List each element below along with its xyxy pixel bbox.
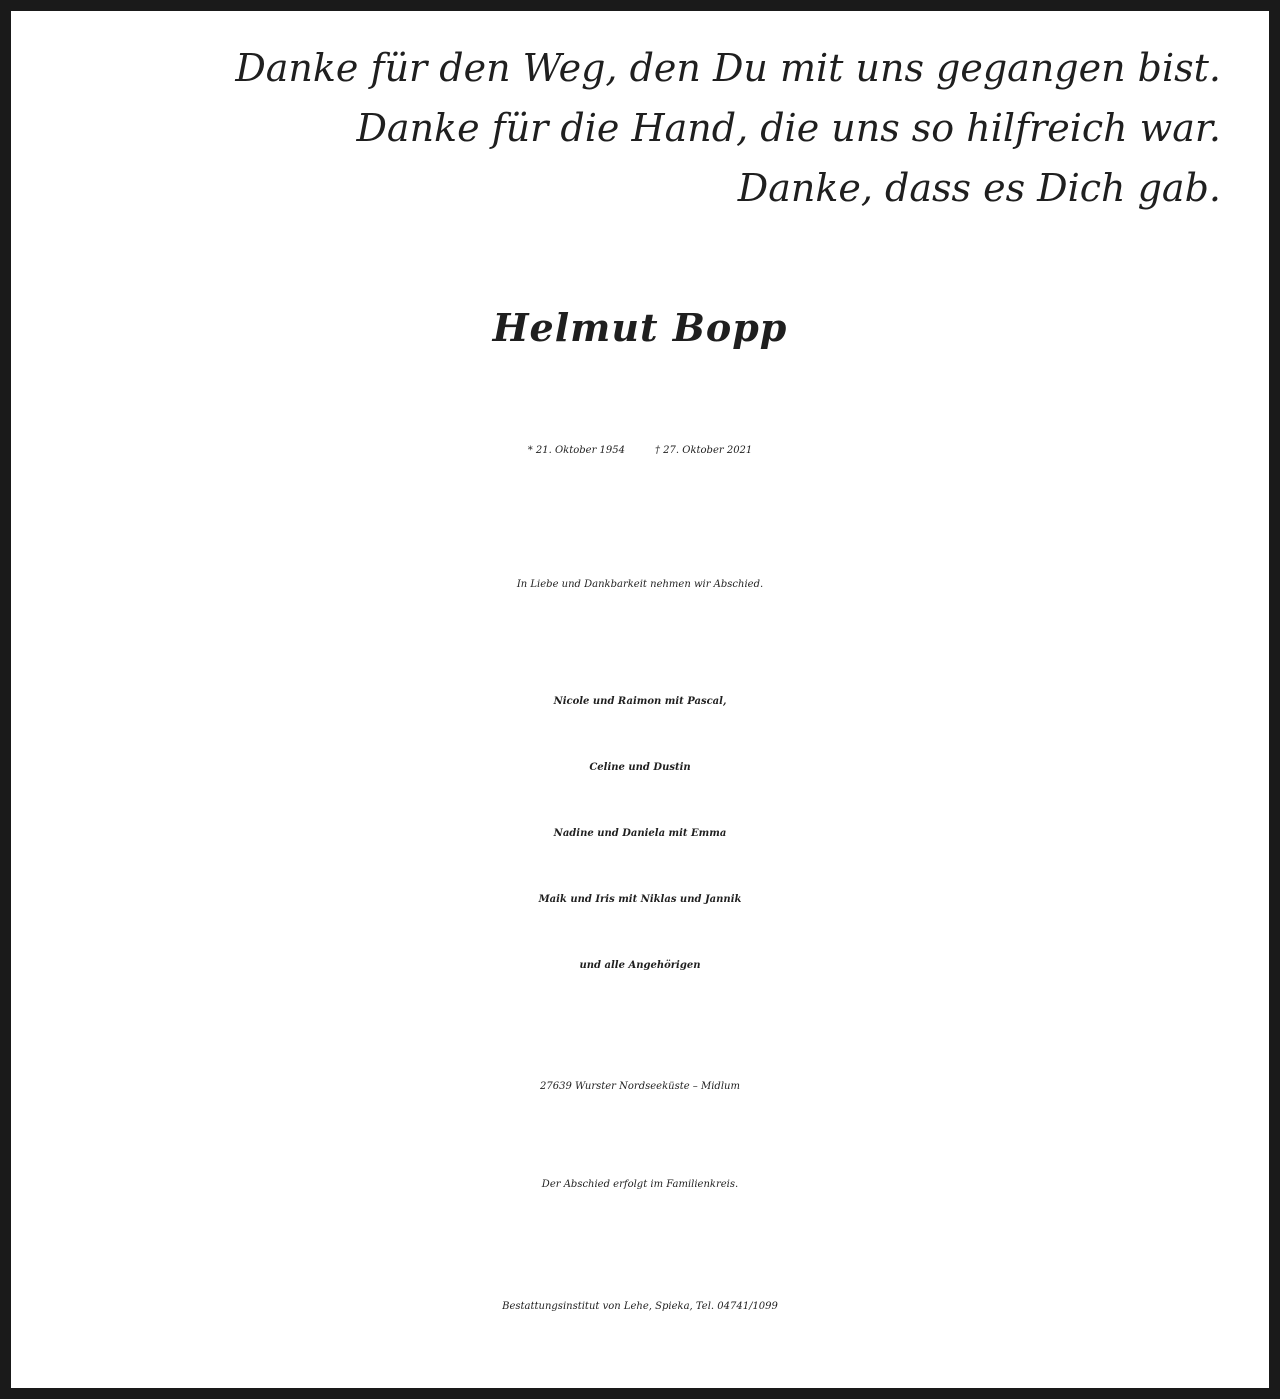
ceremony-note: Der Abschied erfolgt im Familienkreis. <box>541 1179 739 1190</box>
mourner-line-5: und alle Angehörigen <box>579 960 701 971</box>
death-date: † 27. Oktober 2021 <box>655 445 753 456</box>
quote-line-3: Danke, dass es Dich gab. <box>737 166 1221 210</box>
birth-date: * 21. Oktober 1954 <box>527 445 625 456</box>
farewell-text: In Liebe und Dankbarkeit nehmen wir Abschied. <box>516 579 764 590</box>
undertaker-info: Bestattungsinstitut von Lehe, Spieka, Tel. 04741/1099 <box>502 1301 778 1312</box>
quote-line-1: Danke für den Weg, den Du mit uns gegangen bist. <box>235 46 1221 90</box>
life-dates <box>0 446 1280 456</box>
residence: 27639 Wurster Nordseeküste – Midlum <box>540 1081 740 1092</box>
mourner-line-1: Nicole und Raimon mit Pascal, <box>553 696 727 707</box>
mourner-line-4: Maik und Iris mit Niklas und Jannik <box>538 894 742 905</box>
mourner-line-2: Celine und Dustin <box>589 762 691 773</box>
quote-line-2: Danke für die Hand, die uns so hilfreich war. <box>356 106 1221 150</box>
mourner-line-3: Nadine und Daniela mit Emma <box>553 828 727 839</box>
deceased-name: Helmut Bopp <box>492 305 788 350</box>
